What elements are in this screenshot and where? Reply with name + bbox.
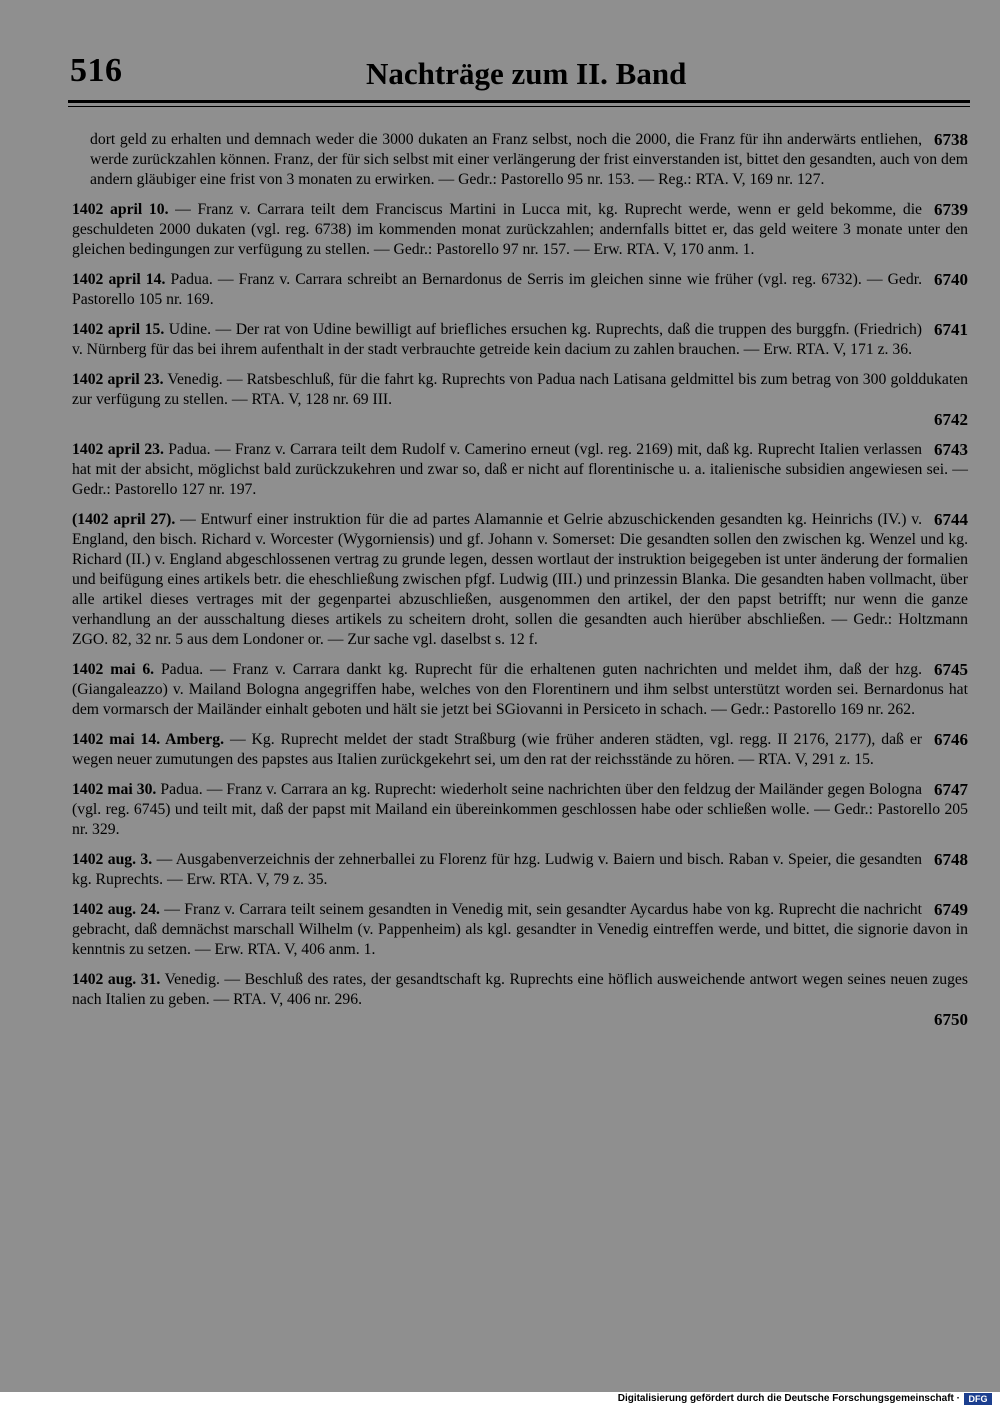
regest-entry-6745	[72, 660, 968, 720]
regest-text: dort geld zu erhalten und demnach weder die 3000 dukaten an Franz selbst, noch die 2000, die Franz für ihn anderwärts entliehen, werde zurückzahlen können. Franz, der für sich selbst mit einer verlängerung der frist einverstanden ist, bittet den gesandten, auch von dem andern gläubiger eine frist von 3 monaten zu erwirken. — Gedr.: Pastorello 95 nr. 153. — Reg.: RTA. V, 169 nr. 127.	[90, 131, 968, 188]
running-head: Nachträge zum II. Band	[366, 56, 687, 91]
regest-number: 6741	[934, 320, 968, 339]
regest-entry-6740	[72, 270, 968, 310]
regest-number: 6739	[934, 200, 968, 219]
regest-date: 1402 mai 14. Amberg.	[72, 731, 224, 748]
regest-date: (1402 april 27).	[72, 511, 176, 528]
regest-entry-6750	[72, 970, 968, 1030]
regesta-list	[72, 130, 968, 1040]
regest-entry-6748	[72, 850, 968, 890]
page-number: 516	[70, 52, 123, 89]
regest-number: 6744	[934, 510, 968, 529]
regest-date: 1402 april 10.	[72, 201, 169, 218]
regest-text: Padua. — Franz v. Carrara dankt kg. Ruprecht für die erhaltenen guten nachrichten und meldet ihm, daß der hzg. (Giangaleazzo) v. Mailand Bologna angegriffen habe, welches von den Florentinern und ihm selbst unterstützt worden sei. Bernardonus hat dem vormarsch der Mailänder einhalt geboten und hält sie jetzt bei SGiovanni in Persiceto in schach. — Gedr.: Pastorello 169 nr. 262.	[72, 661, 968, 718]
dfg-logo: DFG	[964, 1393, 992, 1405]
regest-date: 1402 april 14.	[72, 271, 166, 288]
regest-number: 6746	[934, 730, 968, 749]
page-header	[68, 52, 970, 96]
regest-number: 6743	[934, 440, 968, 459]
regest-number: 6750	[934, 1010, 968, 1029]
regest-date: 1402 april 15.	[72, 321, 165, 338]
regest-date: 1402 mai 30.	[72, 781, 157, 798]
regest-entry-6744	[72, 510, 968, 650]
regest-entry-6743	[72, 440, 968, 500]
regest-number: 6748	[934, 850, 968, 869]
regest-entry-6747	[72, 780, 968, 840]
regest-date: 1402 april 23.	[72, 441, 164, 458]
regest-number: 6740	[934, 270, 968, 289]
header-rule-thin	[68, 106, 970, 107]
regest-text: Venedig. — Beschluß des rates, der gesandtschaft kg. Ruprechts eine höflich ausweichende antwort wegen seines neuen zuges nach Italien zu geben. — RTA. V, 406 nr. 296.	[72, 971, 969, 1008]
regest-number: 6738	[934, 130, 968, 149]
regest-entry-6739	[72, 200, 968, 260]
regest-entry-6746	[72, 730, 968, 770]
regest-number: 6742	[934, 410, 968, 429]
regest-date: 1402 aug. 24.	[72, 901, 160, 918]
regest-date: 1402 mai 6.	[72, 661, 155, 678]
regest-entry-6738	[72, 130, 968, 190]
header-rule-thick	[68, 100, 970, 103]
regest-number: 6745	[934, 660, 968, 679]
regest-date: 1402 april 23.	[72, 371, 164, 388]
regest-text: — Entwurf einer instruktion für die ad partes Alamannie et Gelrie abzuschickenden gesandten kg. Heinrichs (IV.) v. England, den bisch. Richard v. Worcester (Wygorniensis) und gf. Johann v. Somerset: Die gesandten sollen den zwischen kg. Wenzel und kg. Richard (II.) v. England abgeschlossenen vertrag zu grunde legen, dessen wortlaut der instruktion beigegeben ist unter änderung der formalien und beifügung eines artikels betr. die eheschließung zwischen pfgf. Ludwig (III.) und prinzessin Blanka. Die gesandten haben vollmacht, über alle artikel dieses vertrages mit der gegenpartei abzuschließen, ausgenommen den artikel, der den papst betrifft; nur wenn die ganze verhandlung an der ausschaltung dieses artikels zu scheitern droht, sollen die gesandten auch hierüber abschließen. — Gedr.: Holtzmann ZGO. 82, 32 nr. 5 aus dem Londoner or. — Zur sache vgl. daselbst s. 12 f.	[72, 511, 968, 648]
regest-text: Padua. — Franz v. Carrara schreibt an Bernardonus de Serris im gleichen sinne wie früher (vgl. reg. 6732). — Gedr. Pastorello 105 nr. 169.	[72, 271, 923, 308]
regest-text: Venedig. — Ratsbeschluß, für die fahrt kg. Ruprechts von Padua nach Latisana geldmittel bis zum betrag von 300 golddukaten zur verfügung zu stellen. — RTA. V, 128 nr. 69 III.	[72, 371, 969, 408]
regest-entry-6741	[72, 320, 968, 360]
regest-text: — Kg. Ruprecht meldet der stadt Straßburg (wie früher anderen städten, vgl. regg. II 2176, 2177), daß er wegen neuer zumutungen des papstes aus Italien zurückgekehrt sei, um den rat der reichsstände zu hören. — RTA. V, 291 z. 15.	[72, 731, 923, 768]
regest-entry-6749	[72, 900, 968, 960]
digitization-footer	[0, 1392, 1000, 1408]
regest-number: 6747	[934, 780, 968, 799]
regest-text: — Franz v. Carrara teilt dem Franciscus Martini in Lucca mit, kg. Ruprecht werde, wenn er geld bekomme, die geschuldeten 2000 dukaten (vgl. reg. 6738) im kommenden monat zurückzahlen; andernfalls bittet er, das geld weitere 3 monate unter den gleichen bedingungen zur verfügung zu stellen. — Gedr.: Pastorello 97 nr. 157. — Erw. RTA. V, 170 anm. 1.	[72, 201, 968, 258]
regest-entry-6742	[72, 370, 968, 430]
regest-date: 1402 aug. 31.	[72, 971, 161, 988]
regest-text: — Ausgabenverzeichnis der zehnerballei zu Florenz für hzg. Ludwig v. Baiern und bisch. Raban v. Speier, die gesandten kg. Ruprechts. — Erw. RTA. V, 79 z. 35.	[72, 851, 922, 888]
funding-note: Digitalisierung gefördert durch die Deutsche Forschungsgemeinschaft ·	[617, 1393, 960, 1404]
regest-text: Udine. — Der rat von Udine bewilligt auf briefliches ersuchen kg. Ruprechts, daß die truppen des burggfn. (Friedrich) v. Nürnberg für das bei ihrem aufenthalt in der stadt verbrauchte getreide kein dacium zu zahlen brauchen. — Erw. RTA. V, 171 z. 36.	[72, 321, 923, 358]
regest-text: — Franz v. Carrara teilt seinem gesandten in Venedig mit, sein gesandter Aycardus habe von kg. Ruprecht die nachricht gebracht, daß demnächst marschall Wilhelm (v. Pappenheim) als kgl. gesandter in Venedig eintreffen werde, und bittet, die signorie davon in kenntnis zu setzen. — Erw. RTA. V, 406 anm. 1.	[72, 901, 968, 958]
regest-text: Padua. — Franz v. Carrara an kg. Ruprecht: wiederholt seine nachrichten über den feldzug der Mailänder gegen Bologna (vgl. reg. 6745) und teilt mit, daß der papst mit Mailand ein übereinkommen geschlossen habe oder schließen wolle. — Gedr.: Pastorello 205 nr. 329.	[72, 781, 968, 838]
regest-text: Padua. — Franz v. Carrara teilt dem Rudolf v. Camerino erneut (vgl. reg. 2169) mit, daß kg. Ruprecht Italien verlassen hat mit der absicht, möglichst bald zurückzukehren und zwar so, daß er nicht auf florentinische u. a. italienische subsidien angewiesen sei. — Gedr.: Pastorello 127 nr. 197.	[72, 441, 968, 498]
regest-number: 6749	[934, 900, 968, 919]
regest-date: 1402 aug. 3.	[72, 851, 153, 868]
